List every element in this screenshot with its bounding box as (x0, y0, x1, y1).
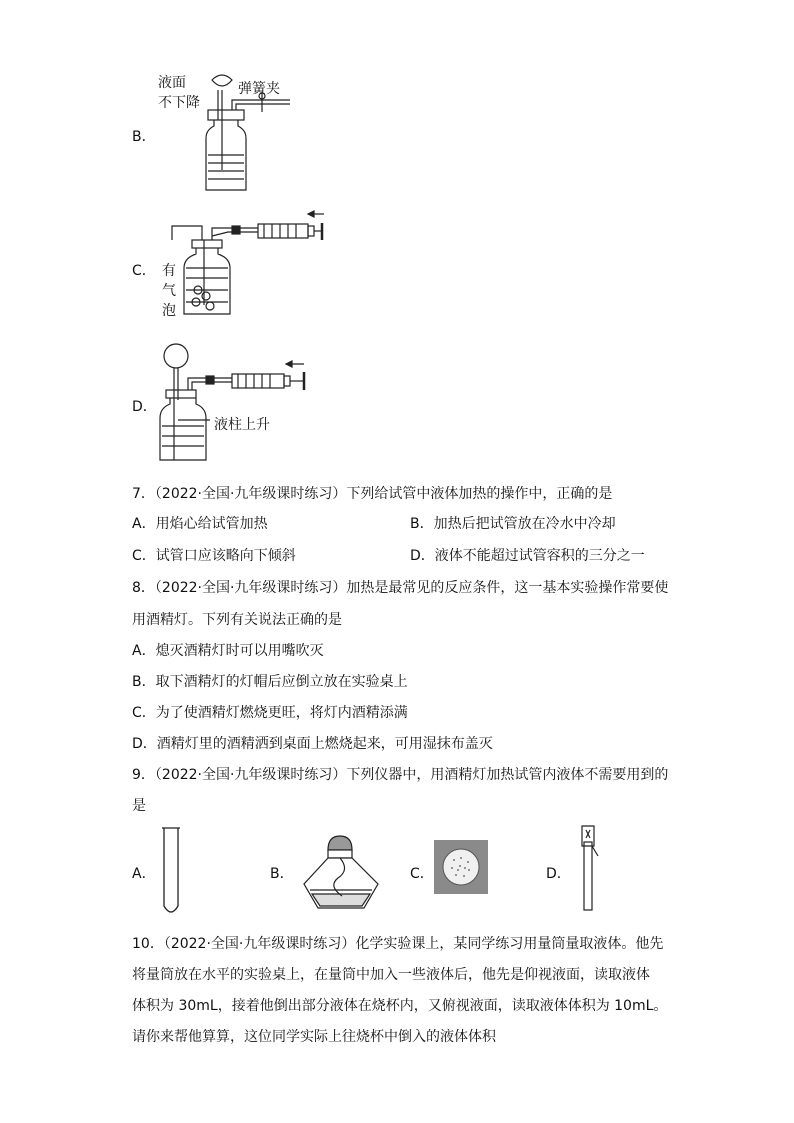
test-tube-icon (158, 826, 184, 918)
q9-stem-line-2: 是 (132, 798, 146, 814)
q6-d-note: 液柱上升 (214, 417, 270, 433)
q7-stem: 7．（2022·全国·九年级课时练习）下列给试管中液体加热的操作中，正确的是 (132, 486, 613, 502)
q9-option-b-label[interactable]: B． (270, 866, 294, 882)
q6-c-note-1: 有 (162, 263, 176, 279)
q7-option-b[interactable]: B．加热后把试管放在冷水中冷却 (410, 516, 616, 532)
q10-line-3: 体积为 30mL，接着他倒出部分液体在烧杯内，又俯视液面，读取液体体积为 10mL。 (132, 998, 668, 1014)
q8-option-b[interactable]: B．取下酒精灯的灯帽后应倒立放在实验桌上 (132, 674, 408, 690)
q6-c-note-3: 泡 (162, 303, 176, 319)
q7-option-c[interactable]: C．试管口应该略向下倾斜 (132, 548, 296, 564)
q7-option-a[interactable]: A．用焰心给试管加热 (132, 516, 268, 532)
asbestos-gauze-icon (434, 840, 488, 894)
q9-option-c-label[interactable]: C． (410, 866, 434, 882)
q10-line-2: 将量筒放在水平的实验桌上，在量筒中加入一些液体后，他先是仰视液面，读取液体 (132, 967, 650, 983)
q8-option-c[interactable]: C．为了使酒精灯燃烧更旺，将灯内酒精添满 (132, 705, 408, 721)
q6-d-apparatus-figure (0, 0, 794, 470)
q6-b-note-liquid: 液面 (158, 75, 186, 91)
q6-c-note-2: 气 (162, 283, 176, 299)
q8-stem-line-1: 8．（2022·全国·九年级课时练习）加热是最常见的反应条件，这一基本实验操作常要使 (132, 580, 669, 596)
q6-option-b-label: B． (132, 129, 156, 145)
q9-stem-line-1: 9．（2022·全国·九年级课时练习）下列仪器中，用酒精灯加热试管内液体不需要用到的 (132, 767, 669, 783)
q10-line-1: 10．（2022·全国·九年级课时练习）化学实验课上，某同学练习用量筒量取液体。他先 (132, 936, 664, 952)
q8-stem-line-2: 用酒精灯。下列有关说法正确的是 (132, 612, 342, 628)
q6-option-c-label: C． (132, 263, 156, 279)
q9-option-a-label[interactable]: A． (132, 866, 156, 882)
test-tube-holder-icon (576, 822, 600, 914)
q6-option-d-label: D． (132, 399, 157, 415)
alcohol-lamp-icon (298, 832, 388, 912)
q9-option-d-label[interactable]: D． (546, 866, 571, 882)
q10-line-4: 请你来帮他算算，这位同学实际上往烧杯中倒入的液体体积 (132, 1029, 496, 1045)
q7-option-d[interactable]: D．液体不能超过试管容积的三分之一 (410, 548, 645, 564)
q8-option-a[interactable]: A．熄灭酒精灯时可以用嘴吹灭 (132, 643, 324, 659)
q6-b-note-not-drop: 不下降 (158, 95, 200, 111)
q6-b-note-clamp: 弹簧夹 (238, 81, 280, 97)
q8-option-d[interactable]: D．酒精灯里的酒精洒到桌面上燃烧起来，可用湿抹布盖灭 (132, 736, 493, 752)
